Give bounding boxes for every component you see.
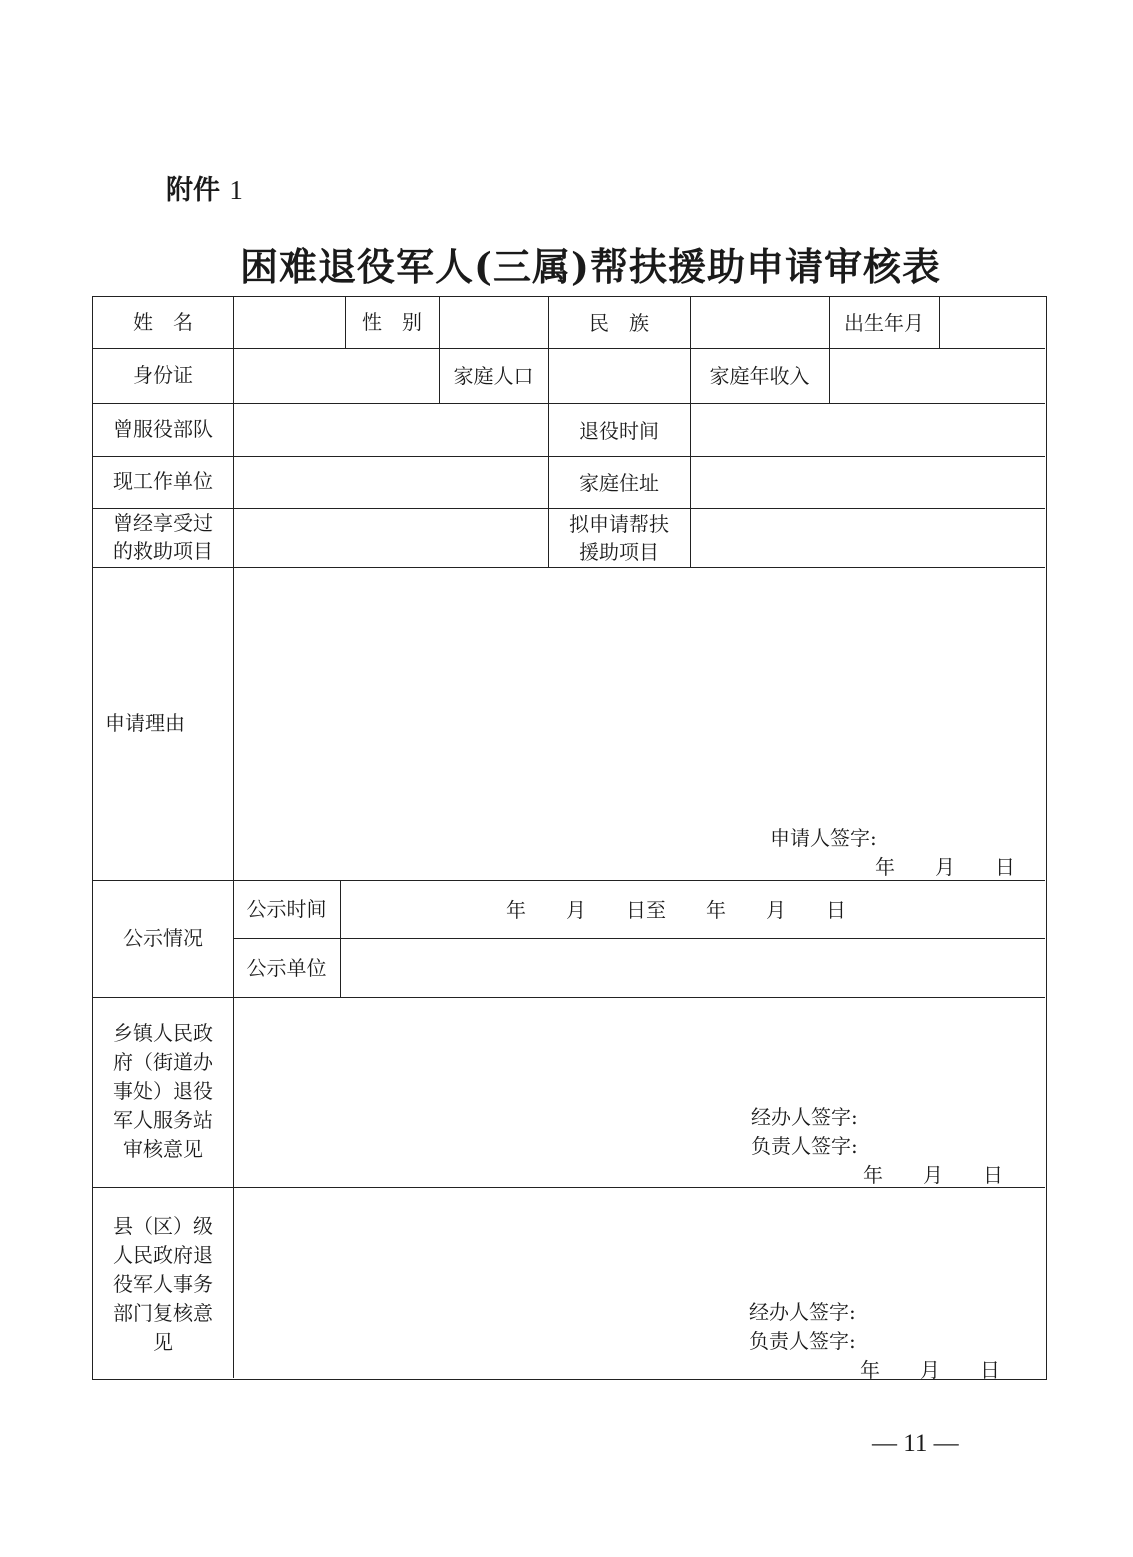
township-leader-signature: 负责人签字:	[751, 1134, 858, 1158]
township-review-field[interactable]	[235, 999, 1043, 1119]
county-review-label: 县（区）级人民政府退役军人事务部门复核意见	[113, 1214, 213, 1354]
form-title: 困难退役军人(三属)帮扶援助申请审核表	[240, 244, 941, 289]
reason-field[interactable]	[235, 569, 1043, 809]
township-handler-signature: 经办人签字:	[751, 1105, 858, 1129]
planned-aid-field[interactable]	[692, 510, 1043, 566]
work-unit-field[interactable]	[235, 458, 546, 507]
publicity-time-value: 年 月 日至 年 月 日	[506, 898, 846, 922]
attachment-number: 1	[229, 175, 243, 205]
birth-field[interactable]	[941, 299, 1043, 347]
id-card-field[interactable]	[235, 350, 437, 402]
discharge-time-field[interactable]	[692, 405, 1043, 455]
county-date: 年 月 日	[860, 1358, 1000, 1382]
name-field[interactable]	[235, 299, 343, 347]
birth-label: 出生年月	[844, 311, 924, 335]
ethnicity-field[interactable]	[692, 299, 827, 347]
past-aid-label: 曾经享受过的救助项目	[113, 511, 213, 563]
planned-aid-label: 拟申请帮扶援助项目	[569, 512, 669, 564]
publicity-time-label: 公示时间	[246, 897, 327, 921]
reason-label: 申请理由	[105, 711, 185, 735]
application-form-table	[92, 296, 1047, 1380]
publicity-unit-label: 公示单位	[246, 956, 327, 980]
applicant-date: 年 月 日	[875, 855, 1015, 879]
name-label: 姓 名	[133, 310, 193, 334]
gender-field[interactable]	[441, 299, 546, 347]
unit-served-field[interactable]	[235, 405, 546, 455]
past-aid-field[interactable]	[235, 510, 546, 566]
address-label: 家庭住址	[579, 471, 659, 495]
page-number: — 11 —	[872, 1430, 959, 1457]
county-leader-signature: 负责人签字:	[749, 1329, 856, 1353]
discharge-time-label: 退役时间	[579, 419, 659, 443]
publicity-unit-field[interactable]	[342, 940, 1043, 996]
applicant-signature-label: 申请人签字:	[770, 826, 877, 850]
gender-label: 性 别	[362, 310, 422, 334]
county-review-field[interactable]	[235, 1189, 1043, 1299]
township-review-label: 乡镇人民政府（街道办事处）退役军人服务站审核意见	[113, 1021, 213, 1161]
income-field[interactable]	[831, 350, 1043, 402]
household-field[interactable]	[550, 350, 688, 402]
county-handler-signature: 经办人签字:	[749, 1300, 856, 1324]
unit-served-label: 曾服役部队	[113, 417, 213, 441]
household-label: 家庭人口	[453, 364, 534, 388]
ethnicity-label: 民 族	[589, 311, 649, 335]
address-field[interactable]	[692, 458, 1043, 507]
work-unit-label: 现工作单位	[113, 469, 213, 493]
id-card-label: 身份证	[133, 363, 193, 387]
attachment-label	[166, 168, 243, 207]
publicity-label: 公示情况	[123, 926, 203, 950]
attachment-text: 附件	[166, 175, 220, 206]
township-date: 年 月 日	[863, 1163, 1003, 1187]
income-label: 家庭年收入	[709, 364, 810, 388]
